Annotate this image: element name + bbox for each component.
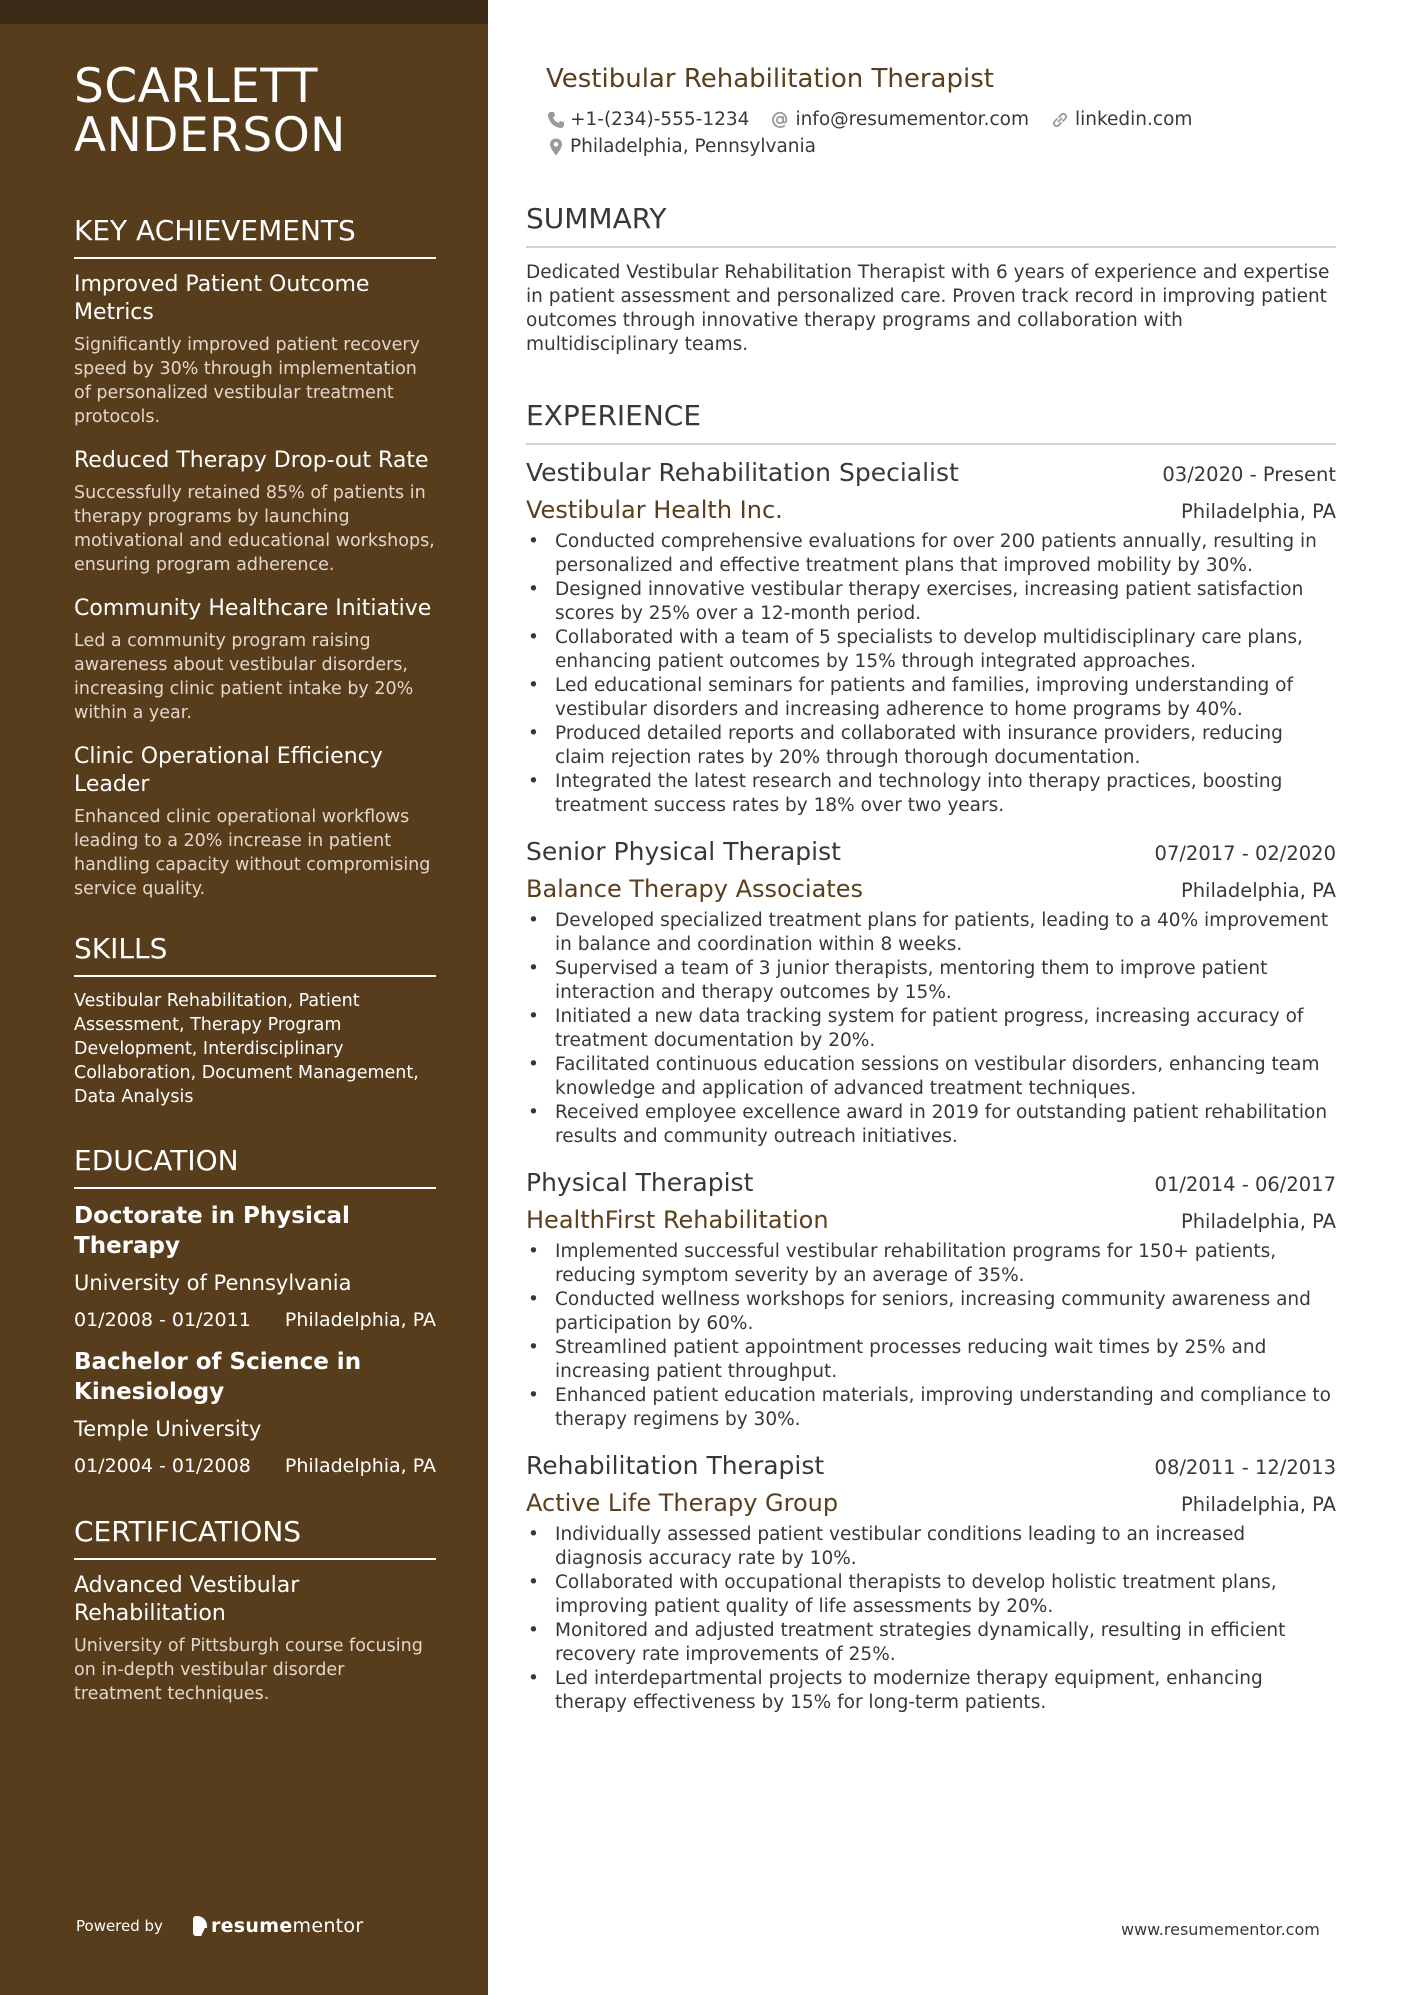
achievement-desc: Enhanced clinic operational workflows leading to a 20% increase in patient handling capacity without compromising service quality. xyxy=(74,807,431,899)
resumementor-logo[interactable] xyxy=(193,1915,364,1937)
experience-item xyxy=(526,1167,1336,1432)
job-location: Philadelphia, PA xyxy=(1180,879,1336,902)
education-school: Temple University xyxy=(74,1417,262,1441)
education-section xyxy=(74,1144,436,1479)
achievement-title: Reduced Therapy Drop-out Rate xyxy=(74,448,429,473)
main-content xyxy=(526,62,1336,1715)
education-degree: Bachelor of Science in Kinesiology xyxy=(74,1349,362,1405)
education-location: Philadelphia, PA xyxy=(284,1309,436,1331)
powered-by xyxy=(76,1915,363,1937)
bullet-item: • Collaborated with occupational therapists to develop holistic treatment plans, improving patient quality of life assessments by 20%. xyxy=(526,1571,1336,1619)
bullet-item: • Implemented successful vestibular rehabilitation programs for 150+ patients, reducing symptom severity by an average of 35%. xyxy=(526,1240,1336,1288)
bullet-item: • Produced detailed reports and collaborated with insurance providers, reducing claim rejection rates by 20% through thorough documentation. xyxy=(526,722,1336,770)
achievements-heading: KEY ACHIEVEMENTS xyxy=(74,214,436,259)
job-role: Rehabilitation Therapist xyxy=(526,1451,825,1480)
achievement-desc: Significantly improved patient recovery speed by 30% through implementation of personalized vestibular treatment protocols. xyxy=(74,335,420,427)
achievement-item xyxy=(74,447,436,577)
sidebar-top-bar xyxy=(0,0,488,24)
experience-item xyxy=(526,836,1336,1149)
contact-info xyxy=(546,106,1336,160)
skills-section xyxy=(74,932,436,1109)
job-bullets xyxy=(526,1240,1336,1432)
brand-name-bold: resume xyxy=(210,1915,293,1937)
experience-section xyxy=(526,399,1336,1715)
bullet-item: • Designed innovative vestibular therapy exercises, increasing patient satisfaction scores by 25% over a 12-month period. xyxy=(526,578,1336,626)
location-pin-icon xyxy=(546,137,566,157)
job-role: Senior Physical Therapist xyxy=(526,837,841,866)
job-dates: 03/2020 - Present xyxy=(1162,463,1336,486)
bullet-item: • Monitored and adjusted treatment strategies dynamically, resulting in efficient recovery rate improvements of 25%. xyxy=(526,1619,1336,1667)
job-dates: 07/2017 - 02/2020 xyxy=(1154,842,1336,865)
job-company: Vestibular Health Inc. xyxy=(526,496,783,524)
bullet-item: • Conducted wellness workshops for seniors, increasing community awareness and participation by 60%. xyxy=(526,1288,1336,1336)
achievements-section xyxy=(74,214,436,901)
job-location: Philadelphia, PA xyxy=(1180,500,1336,523)
phone-number[interactable]: +1-(234)-555-1234 xyxy=(570,109,750,130)
achievement-title: Clinic Operational Efficiency Leader xyxy=(74,744,383,797)
education-item xyxy=(74,1347,436,1479)
experience-item xyxy=(526,457,1336,818)
brand-name-light: mentor xyxy=(292,1915,364,1937)
bullet-item: • Developed specialized treatment plans for patients, leading to a 40% improvement in balance and coordination within 8 weeks. xyxy=(526,909,1336,957)
education-location: Philadelphia, PA xyxy=(284,1455,436,1477)
powered-by-label: Powered by xyxy=(76,1917,163,1935)
job-bullets xyxy=(526,1523,1336,1715)
candidate-name xyxy=(74,59,436,163)
name-last: ANDERSON xyxy=(74,108,346,163)
achievement-item xyxy=(74,271,436,429)
certification-desc: University of Pittsburgh course focusing on in-depth vestibular disorder treatment techniques. xyxy=(74,1636,423,1704)
bullet-item: • Enhanced patient education materials, improving understanding and compliance to therapy regimens by 30%. xyxy=(526,1384,1336,1432)
location: Philadelphia, Pennsylvania xyxy=(570,136,817,157)
bullet-item: • Led educational seminars for patients and families, improving understanding of vestibular disorders and increasing adherence to home programs by 40%. xyxy=(526,674,1336,722)
bullet-item: • Integrated the latest research and technology into therapy practices, boosting treatment success rates by 18% over two years. xyxy=(526,770,1336,818)
job-company: Active Life Therapy Group xyxy=(526,1489,839,1517)
resumementor-logo-icon xyxy=(193,1916,207,1936)
education-degree: Doctorate in Physical Therapy xyxy=(74,1203,350,1259)
bullet-item: • Individually assessed patient vestibular conditions leading to an increased diagnosis accuracy rate by 10%. xyxy=(526,1523,1336,1571)
achievement-title: Community Healthcare Initiative xyxy=(74,596,432,621)
experience-item xyxy=(526,1450,1336,1715)
job-location: Philadelphia, PA xyxy=(1180,1493,1336,1516)
phone-icon xyxy=(546,110,566,130)
link-icon xyxy=(1049,110,1071,130)
bullet-item: • Conducted comprehensive evaluations for over 200 patients annually, resulting in personalized and effective treatment plans that improved mobility by 30%. xyxy=(526,530,1336,578)
skills-heading: SKILLS xyxy=(74,932,436,977)
job-bullets xyxy=(526,909,1336,1149)
bullet-item: • Facilitated continuous education sessions on vestibular disorders, enhancing team knowledge and application of advanced treatment techniques. xyxy=(526,1053,1336,1101)
bullet-item: • Collaborated with a team of 5 specialists to develop multidisciplinary care plans, enhancing patient outcomes by 15% through integrated approaches. xyxy=(526,626,1336,674)
job-company: Balance Therapy Associates xyxy=(526,875,863,903)
achievement-item xyxy=(74,595,436,725)
job-location: Philadelphia, PA xyxy=(1180,1210,1336,1233)
education-school: University of Pennsylvania xyxy=(74,1271,352,1295)
job-role: Physical Therapist xyxy=(526,1168,754,1197)
achievement-desc: Led a community program raising awareness about vestibular disorders, increasing clinic patient intake by 20% within a year. xyxy=(74,631,414,723)
experience-heading: EXPERIENCE xyxy=(526,399,1336,445)
job-dates: 01/2014 - 06/2017 xyxy=(1154,1173,1336,1196)
bullet-item: • Received employee excellence award in 2019 for outstanding patient rehabilitation results and community outreach initiatives. xyxy=(526,1101,1336,1149)
bullet-item: • Streamlined patient appointment processes reducing wait times by 25% and increasing patient throughput. xyxy=(526,1336,1336,1384)
achievement-title: Improved Patient Outcome Metrics xyxy=(74,272,370,325)
certification-title: Advanced Vestibular Rehabilitation xyxy=(74,1573,300,1626)
education-heading: EDUCATION xyxy=(74,1144,436,1189)
email-address[interactable]: info@resumementor.com xyxy=(795,109,1029,130)
name-first: SCARLETT xyxy=(74,59,318,114)
education-item xyxy=(74,1201,436,1333)
achievement-desc: Successfully retained 85% of patients in therapy programs by launching motivational and educational workshops, ensuring program adherence. xyxy=(74,483,435,575)
linkedin-link[interactable]: linkedin.com xyxy=(1074,109,1193,130)
certifications-section xyxy=(74,1515,436,1706)
certifications-heading: CERTIFICATIONS xyxy=(74,1515,436,1560)
sidebar xyxy=(0,0,488,1995)
summary-section xyxy=(526,202,1336,357)
bullet-item: • Supervised a team of 3 junior therapists, mentoring them to improve patient interaction and therapy outcomes by 15%. xyxy=(526,957,1336,1005)
job-bullets xyxy=(526,530,1336,818)
bullet-item: • Led interdepartmental projects to modernize therapy equipment, enhancing therapy effectiveness by 15% for long-term patients. xyxy=(526,1667,1336,1715)
at-icon xyxy=(769,110,791,130)
job-dates: 08/2011 - 12/2013 xyxy=(1154,1456,1336,1479)
summary-heading: SUMMARY xyxy=(526,202,1336,248)
job-role: Vestibular Rehabilitation Specialist xyxy=(526,458,959,487)
skills-list: Vestibular Rehabilitation, Patient Assessment, Therapy Program Development, Interdisciplinary Collaboration, Document Management, Data Analysis xyxy=(74,991,419,1107)
job-company: HealthFirst Rehabilitation xyxy=(526,1206,829,1234)
footer-website-link[interactable]: www.resumementor.com xyxy=(1121,1920,1320,1939)
headline: Vestibular Rehabilitation Therapist xyxy=(546,64,994,94)
summary-text: Dedicated Vestibular Rehabilitation Therapist with 6 years of experience and expertise in patient assessment and personalized care. Proven track record in improving patient outcomes through innovative therapy programs and collaboration with multidisciplinary teams. xyxy=(526,262,1330,355)
bullet-item: • Initiated a new data tracking system for patient progress, increasing accuracy of treatment documentation by 20%. xyxy=(526,1005,1336,1053)
education-dates: 01/2008 - 01/2011 xyxy=(74,1309,251,1331)
education-dates: 01/2004 - 01/2008 xyxy=(74,1455,251,1477)
achievement-item xyxy=(74,743,436,901)
